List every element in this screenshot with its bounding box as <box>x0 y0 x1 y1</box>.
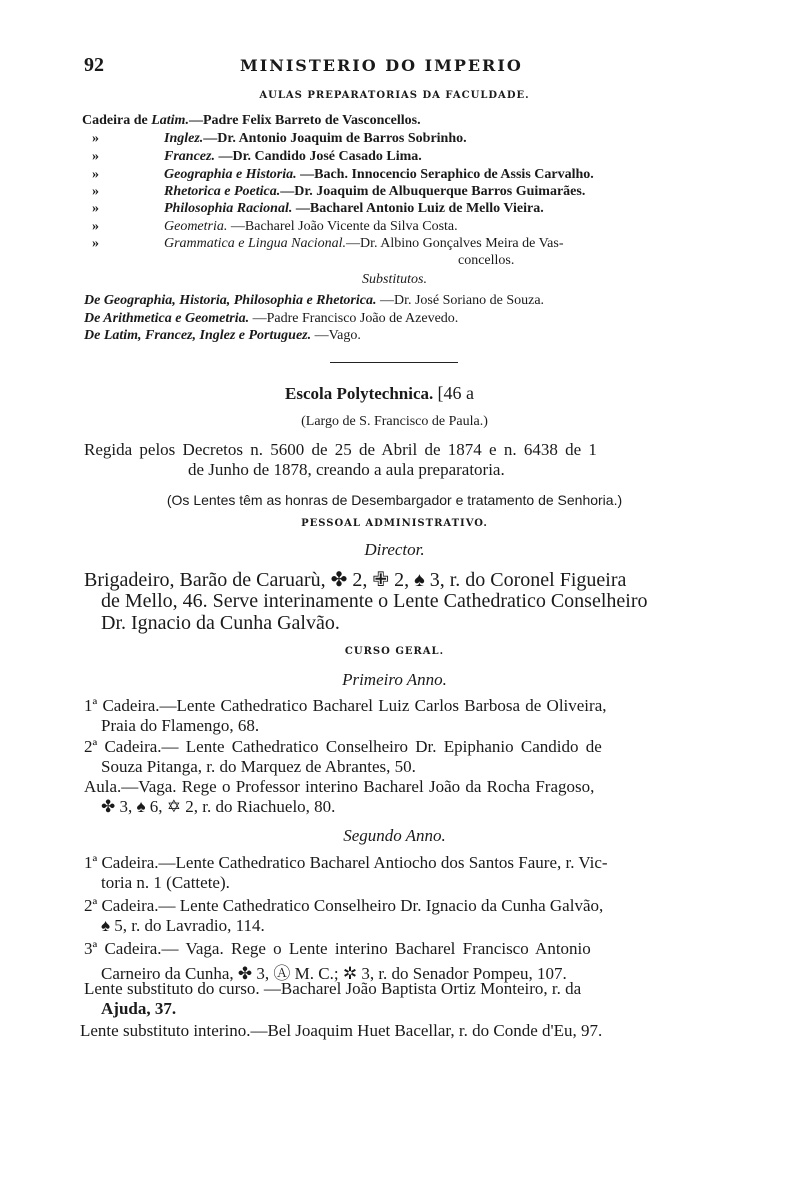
director-heading: Director. <box>364 540 425 559</box>
year-2-line: Carneiro da Cunha, ✤ 3, Ⓐ M. C.; ✲ 3, r. do Senador Pompeu, 107. <box>101 964 567 983</box>
ditto-mark: » <box>92 167 99 182</box>
honors-note: (Os Lentes têm as honras de Desembargador e tratamento de Senhoria.) <box>166 492 623 508</box>
year-1-line: Aula.—Vaga. Rege o Professor interino Bacharel João da Rocha Fragoso, <box>84 777 595 796</box>
chair-holder: —Dr. Albino Gonçalves Meira de Vas- <box>346 236 564 251</box>
year-2-line: 1ª Cadeira.—Lente Cathedratico Bacharel Antiocho dos Santos Faure, r. Vic- <box>84 853 608 872</box>
year-2-line: 2ª Cadeira.— Lente Cathedratico Conselheiro Dr. Ignacio da Cunha Galvão, <box>84 896 604 915</box>
chair-subject: Inglez. <box>164 131 204 146</box>
chair-line <box>92 236 563 252</box>
chair-holder: —Dr. Joaquim de Albuquerque Barros Guimarães. <box>280 184 586 199</box>
year-2-line: ♠ 5, r. do Lavradio, 114. <box>101 916 265 935</box>
chair-subject: Philosophia Racional. <box>164 201 293 216</box>
ditto-mark: » <box>92 219 99 234</box>
ditto-mark: » <box>92 131 99 146</box>
running-title: MINISTERIO DO IMPERIO <box>240 56 523 75</box>
substitute-name: —Dr. José Soriano de Souza. <box>376 293 545 308</box>
year-2-line: 3ª Cadeira.— Vaga. Rege o Lente interino Bacharel Francisco Antonio <box>84 939 591 958</box>
substitute-line <box>84 328 361 344</box>
year-1-heading: Primeiro Anno. <box>342 670 447 689</box>
year-2-line: Ajuda, 37. <box>101 999 177 1018</box>
chair-subject: Latim. <box>151 113 189 128</box>
divider-rule <box>330 362 458 363</box>
chair-holder: —Padre Felix Barreto de Vasconcellos. <box>188 113 421 128</box>
admin-heading: PESSOAL ADMINISTRATIVO. <box>301 518 488 529</box>
chair-subject: Geographia e Historia. <box>164 167 297 182</box>
school-name: Escola Polytechnica. <box>285 384 434 403</box>
chair-line <box>92 219 458 235</box>
year-2-heading: Segundo Anno. <box>343 826 446 845</box>
ditto-mark: » <box>92 201 99 216</box>
year-2-line: Lente substituto interino.—Bel Joaquim Huet Bacellar, r. do Conde d'Eu, 97. <box>80 1021 603 1040</box>
chair-holder: —Bacharel Antonio Luiz de Mello Vieira. <box>292 201 544 216</box>
decree-line-2: de Junho de 1878, creando a aula preparatoria. <box>188 460 505 479</box>
section-heading: AULAS PREPARATORIAS DA FACULDADE. <box>259 90 530 101</box>
year-1-line: Praia do Flamengo, 68. <box>101 716 260 735</box>
director-line-3: Dr. Ignacio da Cunha Galvão. <box>101 612 340 634</box>
chair-subject: Francez. <box>164 149 215 164</box>
director-line-1: Brigadeiro, Barão de Caruarù, ✤ 2, ✙ 2, ♠ 3, r. do Coronel Figueira <box>84 569 627 591</box>
ditto-mark: » <box>92 184 99 199</box>
ditto-mark: » <box>92 149 99 164</box>
decree-line-1: Regida pelos Decretos n. 5600 de 25 de Abril de 1874 e n. 6438 de 1 <box>84 440 597 459</box>
substitute-line <box>84 311 458 327</box>
ditto-mark: » <box>92 236 99 251</box>
school-title <box>285 383 474 404</box>
chair-line <box>82 113 421 129</box>
year-1-line: Souza Pitanga, r. do Marquez de Abrantes, 50. <box>101 757 416 776</box>
chair-subject: Grammatica e Lingua Nacional. <box>164 236 346 251</box>
substitute-subjects: De Arithmetica e Geometria. <box>84 311 250 326</box>
substitute-subjects: De Latim, Francez, Inglez e Portuguez. <box>84 328 312 343</box>
school-address: (Largo de S. Francisco de Paula.) <box>301 414 488 429</box>
chair-subject: Geometria. <box>164 219 228 234</box>
year-1-line: 2ª Cadeira.— Lente Cathedratico Conselheiro Dr. Epiphanio Candido de <box>84 737 602 756</box>
chair-holder: —Bach. Innocencio Seraphico de Assis Carvalho. <box>296 167 594 182</box>
chair-line <box>92 149 422 165</box>
director-line-2: de Mello, 46. Serve interinamente o Lente Cathedratico Conselheiro <box>101 590 648 612</box>
substitutes-heading: Substitutos. <box>362 272 427 287</box>
year-1-line: 1ª Cadeira.—Lente Cathedratico Bacharel Luiz Carlos Barbosa de Oliveira, <box>84 696 607 715</box>
substitute-name: —Vago. <box>311 328 361 343</box>
chair-line <box>92 184 585 200</box>
chair-prefix: Cadeira de <box>82 113 152 128</box>
chair-subject: Rhetorica e Poetica. <box>164 184 281 199</box>
page-number: 92 <box>84 54 104 76</box>
chair-line <box>92 201 544 217</box>
chair-holder: —Dr. Antonio Joaquim de Barros Sobrinho. <box>203 131 467 146</box>
substitute-subjects: De Geographia, Historia, Philosophia e Rhetorica. <box>84 293 377 308</box>
year-1-line: ✤ 3, ♠ 6, ✡ 2, r. do Riachuelo, 80. <box>101 797 336 816</box>
year-2-line: Lente substituto do curso. —Bacharel João Baptista Ortiz Monteiro, r. da <box>84 979 582 998</box>
substitute-line <box>84 293 544 309</box>
chair-holder: —Bacharel João Vicente da Silva Costa. <box>227 219 458 234</box>
chair-line <box>92 131 467 147</box>
substitute-name: —Padre Francisco João de Azevedo. <box>249 311 459 326</box>
year-2-line: toria n. 1 (Cattete). <box>101 873 230 892</box>
school-reference: [46 a <box>437 383 474 403</box>
chair-continuation: concellos. <box>458 253 515 268</box>
course-heading: CURSO GERAL. <box>344 646 445 657</box>
chair-holder: —Dr. Candido José Casado Lima. <box>214 149 422 164</box>
chair-line <box>92 167 594 183</box>
